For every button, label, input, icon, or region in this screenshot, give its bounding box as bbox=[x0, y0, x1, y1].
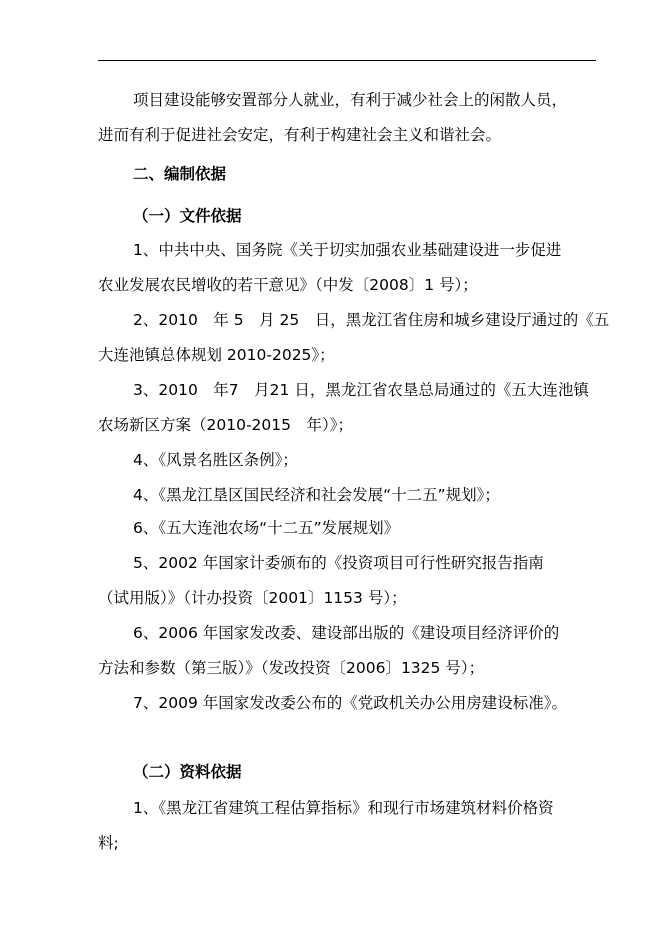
section-heading: 二、编制依据 bbox=[133, 165, 227, 183]
header-rule bbox=[98, 60, 596, 61]
doc-item-line: 农场新区方案（2010-2015 年）》； bbox=[98, 416, 353, 434]
doc-item-line: （试用版）》（计办投资〔2001〕1153 号）； bbox=[98, 589, 407, 607]
material-item-line: 1、《黑龙江省建筑工程估算指标》和现行市场建筑材料价格资 bbox=[133, 799, 554, 817]
material-item-line: 料; bbox=[98, 834, 119, 852]
doc-item-line: 7、2009 年国家发改委公布的《党政机关办公用房建设标准》。 bbox=[133, 694, 567, 712]
subsection-heading-documents: （一）文件依据 bbox=[133, 207, 242, 225]
doc-item-line: 大连池镇总体规划 2010-2025》； bbox=[98, 346, 335, 364]
doc-item-line: 6、2006 年国家发改委、建设部出版的《建设项目经济评价的 bbox=[133, 624, 560, 642]
doc-item-line: 4、《风景名胜区条例》； bbox=[133, 451, 298, 469]
doc-item-line: 方法和参数（第三版）》（发改投资〔2006〕1325 号）； bbox=[98, 659, 485, 677]
subsection-heading-materials: （二）资料依据 bbox=[133, 763, 242, 781]
doc-item-line: 3、2010 年7 月21 日，黑龙江省农垦总局通过的《五大连池镇 bbox=[133, 381, 589, 399]
doc-item-line: 6、《五大连池农场“十二五”发展规划》 bbox=[133, 519, 400, 537]
doc-item-line: 1、中共中央、国务院《关于切实加强农业基础建设进一步促进 bbox=[133, 241, 562, 259]
intro-line-2: 进而有利于促进社会安定，有利于构建社会主义和谐社会。 bbox=[98, 126, 502, 144]
intro-line-1: 项目建设能够安置部分人就业，有利于减少社会上的闲散人员， bbox=[133, 91, 568, 109]
doc-item-line: 农业发展农民增收的若干意见》（中发〔2008〕1 号）； bbox=[98, 276, 478, 294]
doc-item-line: 4、《黑龙江垦区国民经济和社会发展“十二五”规划》； bbox=[133, 486, 500, 504]
doc-item-line: 2、2010 年 5 月 25 日，黑龙江省住房和城乡建设厅通过的《五 bbox=[133, 311, 610, 329]
doc-item-line: 5、2002 年国家计委颁布的《投资项目可行性研究报告指南 bbox=[133, 554, 544, 572]
